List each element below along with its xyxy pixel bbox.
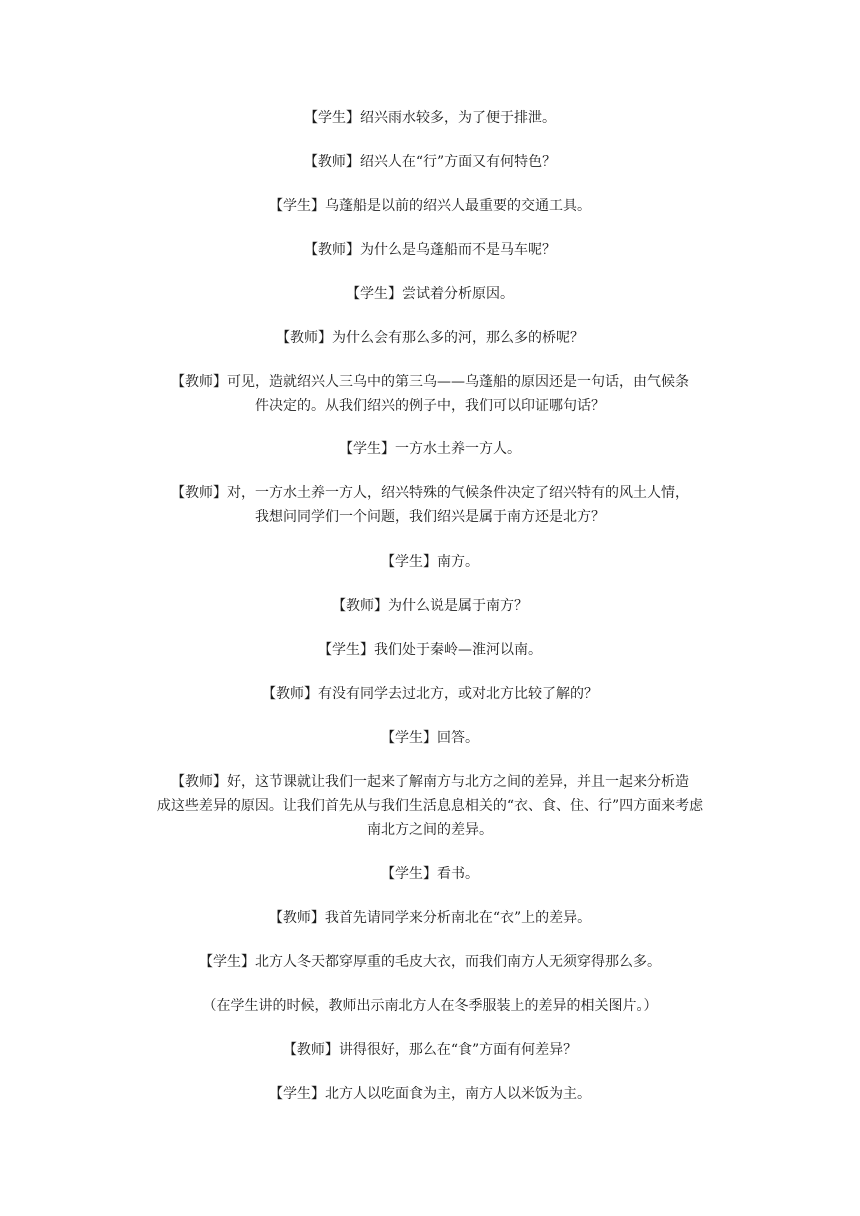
paragraph xyxy=(0,638,860,662)
paragraph-text: 【学生】南方。 xyxy=(381,554,479,570)
paragraph xyxy=(0,594,860,618)
paragraph xyxy=(0,726,860,750)
paragraph xyxy=(0,282,860,306)
paragraph xyxy=(0,862,860,886)
paragraph xyxy=(0,950,860,974)
paragraph xyxy=(0,370,860,418)
paragraph xyxy=(0,682,860,706)
paragraph xyxy=(0,481,860,529)
paragraph-text: （在学生讲的时候，教师出示南北方人在冬季服装上的差异的相关图片。） xyxy=(202,998,658,1014)
paragraph xyxy=(0,1038,860,1062)
paragraph-text: 【学生】北方人冬天都穿厚重的毛皮大衣，而我们南方人无须穿得那么多。 xyxy=(199,954,661,970)
paragraph-text: 【学生】我们处于秦岭—淮河以南。 xyxy=(318,642,542,658)
paragraph xyxy=(0,106,860,130)
paragraph-text: 【教师】为什么会有那么多的河，那么多的桥呢？ xyxy=(276,330,584,346)
paragraph xyxy=(0,994,860,1018)
paragraph-text: 【教师】我首先请同学来分析南北在“衣”上的差异。 xyxy=(268,910,592,926)
paragraph-line: 件决定的。从我们绍兴的例子中，我们可以印证哪句话？ xyxy=(255,398,605,414)
paragraph-text: 【教师】为什么是乌蓬船而不是马车呢？ xyxy=(304,242,556,258)
paragraph-line: 我想问同学们一个问题，我们绍兴是属于南方还是北方？ xyxy=(255,509,605,525)
paragraph-text: 【教师】讲得很好，那么在“食”方面有何差异？ xyxy=(282,1042,578,1058)
paragraph-line: 成这些差异的原因。让我们首先从与我们生活息息相关的“衣、食、住、行”四方面来考虑 xyxy=(156,798,704,814)
paragraph xyxy=(0,550,860,574)
paragraph-text: 【教师】绍兴人在“行”方面又有何特色？ xyxy=(303,154,557,170)
paragraph xyxy=(0,194,860,218)
paragraph-line: 【教师】可见，造就绍兴人三乌中的第三乌——乌蓬船的原因还是一句话，由气候条 xyxy=(171,374,689,390)
paragraph-line: 【教师】好，这节课就让我们一起来了解南方与北方之间的差异，并且一起来分析造 xyxy=(171,774,689,790)
paragraph xyxy=(0,906,860,930)
paragraph-text: 【教师】为什么说是属于南方？ xyxy=(332,598,528,614)
paragraph-text: 【学生】看书。 xyxy=(381,866,479,882)
paragraph-line: 【教师】对，一方水土养一方人，绍兴特殊的气候条件决定了绍兴特有的风土人情， xyxy=(171,485,689,501)
paragraph xyxy=(0,326,860,350)
paragraph-line: 南北方之间的差异。 xyxy=(367,822,493,838)
paragraph-text: 【学生】尝试着分析原因。 xyxy=(346,286,514,302)
paragraph-text: 【学生】回答。 xyxy=(381,730,479,746)
paragraph-text: 【学生】一方水土养一方人。 xyxy=(339,441,521,457)
paragraph xyxy=(0,437,860,461)
paragraph xyxy=(0,150,860,174)
paragraph-text: 【教师】有没有同学去过北方，或对北方比较了解的？ xyxy=(262,686,598,702)
paragraph xyxy=(0,238,860,262)
paragraph-text: 【学生】乌蓬船是以前的绍兴人最重要的交通工具。 xyxy=(269,198,591,214)
paragraph xyxy=(0,1082,860,1106)
paragraph-text: 【学生】北方人以吃面食为主，南方人以米饭为主。 xyxy=(269,1086,591,1102)
paragraph-text: 【学生】绍兴雨水较多，为了便于排泄。 xyxy=(304,110,556,126)
paragraph xyxy=(0,770,860,842)
